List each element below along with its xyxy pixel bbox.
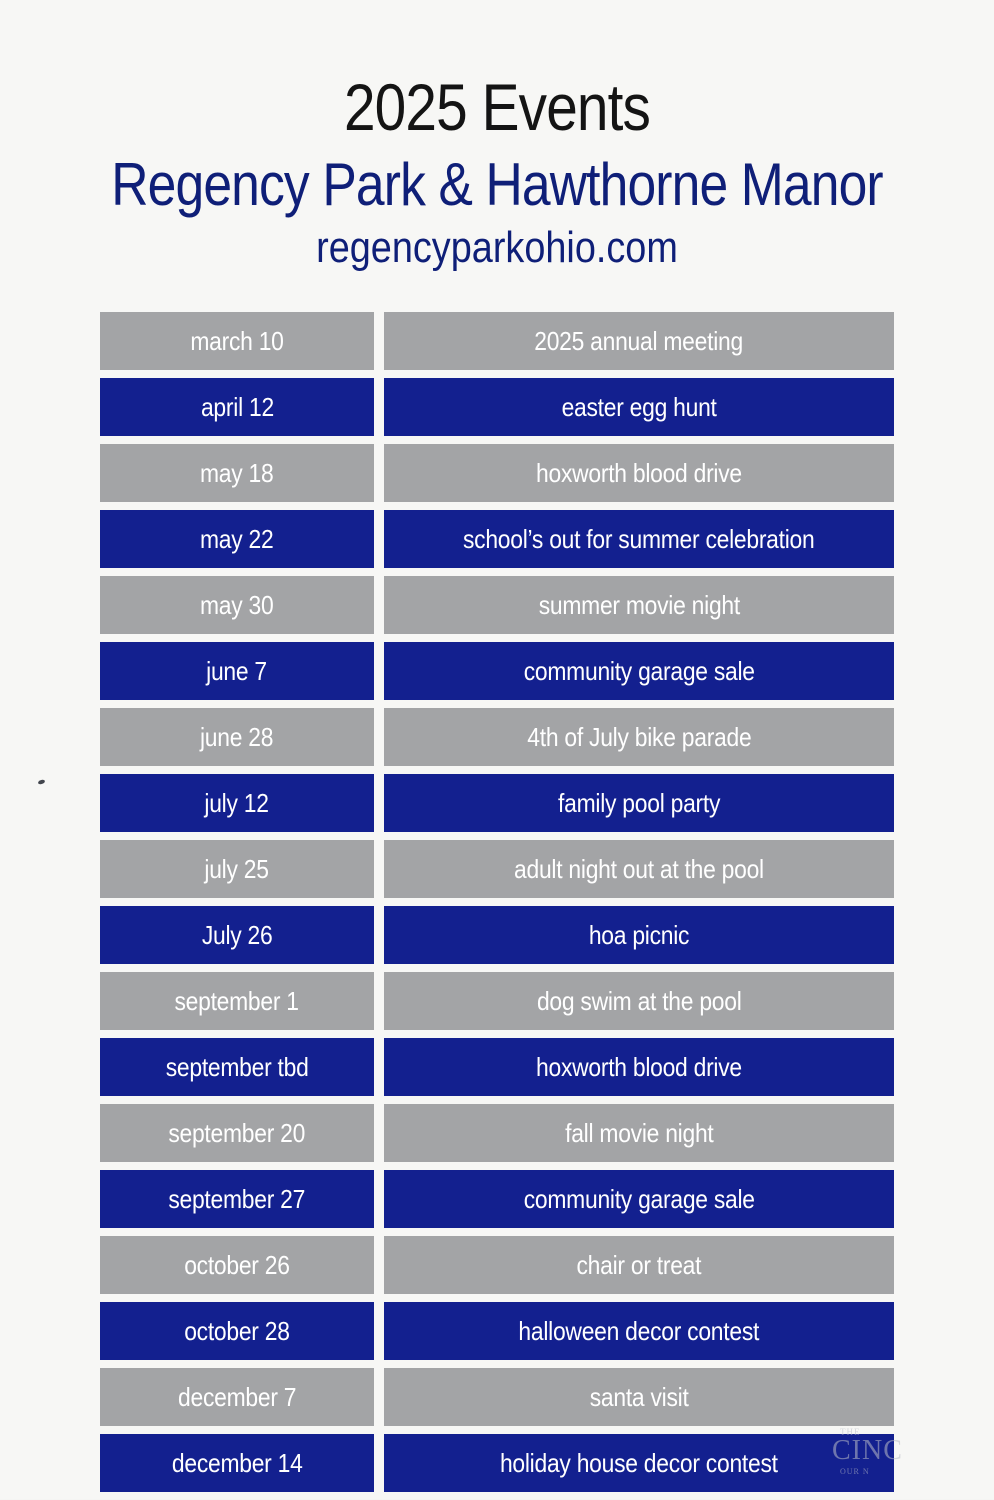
- event-name-cell: [384, 774, 894, 832]
- event-row: [100, 708, 894, 766]
- event-date-cell: [100, 312, 374, 370]
- event-name: hoxworth blood drive: [536, 457, 742, 488]
- event-name: chair or treat: [576, 1249, 702, 1280]
- event-name-cell: [384, 1302, 894, 1360]
- event-date: may 30: [200, 589, 274, 620]
- event-name: 4th of July bike parade: [526, 721, 752, 752]
- event-date-cell: [100, 642, 374, 700]
- event-name: 2025 annual meeting: [534, 325, 744, 356]
- event-name: hoa picnic: [588, 919, 690, 950]
- event-name: holiday house decor contest: [500, 1447, 778, 1478]
- event-name-cell: [384, 378, 894, 436]
- event-date-cell: [100, 1434, 374, 1492]
- event-row: [100, 840, 894, 898]
- event-date-cell: [100, 906, 374, 964]
- event-row: [100, 906, 894, 964]
- event-row: [100, 1302, 894, 1360]
- event-name: community garage sale: [523, 655, 755, 686]
- event-date: october 26: [184, 1249, 290, 1280]
- event-name: santa visit: [589, 1381, 689, 1412]
- event-date-cell: [100, 510, 374, 568]
- event-row: [100, 444, 894, 502]
- event-name: fall movie night: [564, 1117, 714, 1148]
- event-date: may 18: [200, 457, 274, 488]
- event-date: december 14: [171, 1447, 303, 1478]
- event-date-cell: [100, 1236, 374, 1294]
- event-date-cell: [100, 840, 374, 898]
- community-name: Regency Park & Hawthorne Manor: [111, 151, 883, 218]
- event-row: [100, 642, 894, 700]
- event-name-cell: [384, 1434, 894, 1492]
- event-row: [100, 972, 894, 1030]
- event-name: hoxworth blood drive: [536, 1051, 742, 1082]
- event-date-cell: [100, 1170, 374, 1228]
- event-name-cell: [384, 708, 894, 766]
- event-date: september 27: [168, 1183, 306, 1214]
- event-date-cell: [100, 378, 374, 436]
- event-date: june 7: [206, 655, 268, 686]
- event-row: [100, 576, 894, 634]
- event-date-cell: [100, 1302, 374, 1360]
- event-date: april 12: [200, 391, 274, 422]
- events-list: [100, 312, 894, 1500]
- event-name-cell: [384, 1236, 894, 1294]
- event-row: [100, 1038, 894, 1096]
- event-name: easter egg hunt: [561, 391, 717, 422]
- event-date: october 28: [184, 1315, 290, 1346]
- event-name: halloween decor contest: [518, 1315, 760, 1346]
- event-date: december 7: [177, 1381, 297, 1412]
- event-date-cell: [100, 1038, 374, 1096]
- event-date: september tbd: [165, 1051, 309, 1082]
- event-name: family pool party: [557, 787, 721, 818]
- event-date: july 12: [204, 787, 270, 818]
- event-date-cell: [100, 1104, 374, 1162]
- event-name-cell: [384, 576, 894, 634]
- website-text: regencyparkohio.com: [316, 223, 678, 272]
- event-name: dog swim at the pool: [536, 985, 742, 1016]
- event-name-cell: [384, 906, 894, 964]
- event-row: [100, 1236, 894, 1294]
- event-name-cell: [384, 312, 894, 370]
- event-date: may 22: [200, 523, 274, 554]
- event-name-cell: [384, 1038, 894, 1096]
- event-row: [100, 774, 894, 832]
- event-name-cell: [384, 1170, 894, 1228]
- watermark-top-text: THE: [840, 1427, 861, 1437]
- event-name-cell: [384, 1368, 894, 1426]
- event-row: [100, 1368, 894, 1426]
- event-name: adult night out at the pool: [514, 853, 764, 884]
- event-date-cell: [100, 774, 374, 832]
- event-name-cell: [384, 444, 894, 502]
- event-date: July 26: [201, 919, 273, 950]
- event-name-cell: [384, 642, 894, 700]
- event-date-cell: [100, 576, 374, 634]
- page-title: 2025 Events: [343, 70, 651, 144]
- event-row: [100, 1170, 894, 1228]
- event-name: school’s out for summer celebration: [463, 523, 815, 554]
- event-row: [100, 1104, 894, 1162]
- event-name-cell: [384, 840, 894, 898]
- event-date-cell: [100, 708, 374, 766]
- flyer-header: [0, 68, 994, 276]
- event-name: community garage sale: [523, 1183, 755, 1214]
- event-row: [100, 312, 894, 370]
- event-date-cell: [100, 1368, 374, 1426]
- event-name-cell: [384, 972, 894, 1030]
- event-row: [100, 378, 894, 436]
- event-date: july 25: [204, 853, 270, 884]
- event-date: september 20: [168, 1117, 306, 1148]
- event-date-cell: [100, 972, 374, 1030]
- event-date-cell: [100, 444, 374, 502]
- event-date: september 1: [174, 985, 300, 1016]
- event-date: march 10: [190, 325, 284, 356]
- event-name: summer movie night: [538, 589, 740, 620]
- event-row: [100, 510, 894, 568]
- event-date: june 28: [200, 721, 274, 752]
- event-name-cell: [384, 510, 894, 568]
- watermark-bottom-text: OUR N: [840, 1467, 870, 1476]
- event-name-cell: [384, 1104, 894, 1162]
- event-row: [100, 1434, 894, 1492]
- print-speck: [38, 779, 46, 785]
- watermark-main-text: CINC: [832, 1435, 903, 1466]
